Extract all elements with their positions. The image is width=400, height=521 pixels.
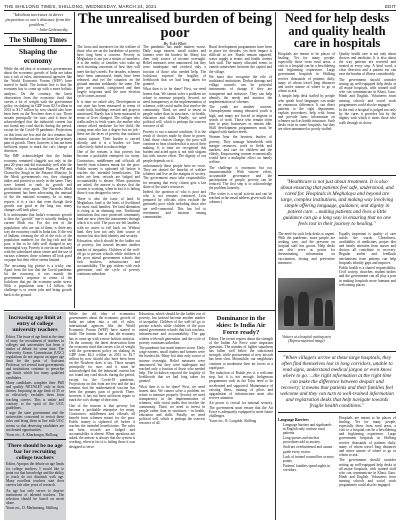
feature-paragraph: The youth are another concern. Unemployment among educated youth is high, and many are forced to migrate in search of work. Those who remain often turn to petty businesses or remain idle. Skill development programmes must be aligned with market needs. [209, 105, 272, 134]
health-paragraph: The need for such help desks is urgent. With the pandemic, more people are seeking care, and the pressure on hospital staff has grown. Help desks can also serve as points for disseminating information on vaccination, testing and preventive measures. [278, 232, 335, 265]
health-header [278, 12, 396, 52]
feature-paragraph: The focus and incentives for the welfare of those who are on the borderline of poverty have long been a concern. Poverty in Meghalaya is not just a matter of numbers; it is the reality of families who wake up each morning uncertain of how they will meet the day's needs. For decades, schemes have been announced, funds have been released, and yet the situation on the ground remains stubbornly the same. The poor are counted, categorised and then largely forgotten until the next election cycle comes around. [77, 45, 140, 99]
health-column-3 [278, 232, 335, 276]
list-item: • Lack of trained counsellors at entry points. [283, 455, 335, 463]
health-column-6 [339, 416, 396, 520]
health-column-5 [278, 416, 335, 520]
health-title: Need for help desks and quality health care in hospitals [284, 12, 390, 50]
letter-signoff: Yours etc., R. Lyngdoh, Shillong [209, 419, 257, 424]
column-divider [74, 12, 75, 308]
subhead-language-barriers: Language Barriers [278, 418, 309, 422]
running-head [4, 2, 396, 11]
running-head-right: EDIT [384, 3, 396, 9]
feature-title: The unrealised burden of being poor [78, 12, 272, 41]
person-figure [325, 300, 333, 326]
letter-title-3: There should be no age bar for recruiting college teachers [7, 442, 63, 462]
health-paragraph: The government should consider setting up well-equipped help desks at all major hospitals, with trained staff who can communicate in Khasi, Garo, Hindi and English. Volunteers from nursing schools and social work programmes could also be engaged. [339, 458, 396, 487]
health-paragraph: Quality health care is not only about doctors and medicine. It is also about the way patients are received and treated at every step. A kind word, a clear direction and a patient ear can ease the burden of illness considerably. [339, 52, 396, 77]
health-paragraph: A simple help desk staffed by people who speak local languages can make an enormous difference. It can direct patients to the right department, explain procedures, help with forms and provide basic information on schemes such as health insurance. Such desks exist in some hospitals, but they are often unmanned or poorly staffed. [278, 94, 335, 132]
editorial-paragraph: While the old idea of economics governments about the economic growth of India are taken into a raft of rules, international agencies like the World Economic Forum (WEF) have started to build. The bottom line is that the economy has to come up with a more holistic analysis. On the contrary, the latest observation from the economic fund that carries a lot of weight with the government policy on shaking its GDP from $2.3 trillion in 2013 to $1.7 trillion by now should also have been been on the Nowhere does it say. Those sustain principally for sure, and it must be acknowledged that the industrial current has not found any road shocks during the period, except for the Covid-19 pandemic. Projections on this front are few and the fact remains that the mathematical vaccine has been the primary pain of growth. There, however, it has not been sufficient inputs to mark the cat's change of direction. [4, 67, 72, 153]
feature-paragraph: The pandemic has made matters worse. Daily wage earners, small traders and farmers were the hardest hit. Many lost their only source of income overnight. Relief measures were announced, but they were inadequate and reached only a fraction of those who needed help. The lockdown exposed the fragility of livelihoods that we had long taken for granted. [143, 45, 206, 86]
editorial-paragraph: The IMF acknowledged that the Indian economy remained sluggish not only in the past 20 years and did reasonably well after the 1990s, while it formulated Plans as PM and Chancellor Singh in the Finance Ministry. In the Modi government's era, they changed tables and pivoted so nicely in the same. They were formed to rank its growth and productivity once again. The Narendra Modi government has been advocating the unusual of the the national economy. In so many reports, it is a fact that even though their growth was good in the long run, many changes still took place. [4, 154, 72, 212]
letter-body-3 [4, 462, 66, 510]
editorial-column [4, 12, 72, 308]
letter-paragraph: Many candidates complete their PhD and qualify NET/SLET only in their thirties. Imposing an age limit of 35 or so effectively excludes them from teaching careers. This is unfair and contrary to the spirit of the UGC guidelines. [6, 381, 64, 410]
quote-author: - John Galsworthy [36, 27, 68, 32]
letter-paragraph: One of the reasons is that poverty has become a profitable enterprise for many. Contractors, middlemen and officials all benefit from schemes meant for the poor. Public money is siphoned off before it reaches the intended beneficiaries. The rules are bent, records are fudged and accountability is absent. When questions are asked, the answer is always that the system is working, when in fact it is failing those it was designed to serve. [69, 403, 135, 449]
letter-paragraph: Editor, The issue of age limit at the time of entry for recruitment of teachers in colleges and universities has been a matter of debate for some time. The University Grants Commission (UGC) regulations do not impose an upper age limit for the posts of Assistant Professor, yet several state governments and institutions continue to prescribe age limits which bar many qualified candidates. [6, 334, 64, 380]
letter-paragraph: I urge the state government and the universities concerned to revisit these rules and bring them in line with UGC norms so that deserving candidates are not denied opportunities. [6, 411, 64, 432]
section-divider [4, 310, 275, 311]
running-head-left: THE SHILLONG TIMES, SHILLONG, WEDNESDAY, MARCH 24, 2021 [4, 3, 157, 9]
feature-byline: By Toki Blah [163, 41, 187, 46]
letter-paragraph: What then is to be done? First, we need honest data. We cannot solve a problem we refuse to measure properly. Second, we need transparency in the implementation of schemes, with social audits that involve the community. Third, we need to invest in people rather than in structures - in health, education and skills. Finally, we need political will, which is perhaps the scarcest resource of all. [139, 384, 205, 426]
paper-name: The Shillong Times [9, 36, 67, 44]
health-paragraph: Public health is a shared responsibility. Civil society, churches, student bodies and the government can all play a part in making hospitals more humane and welcoming places. [339, 266, 396, 287]
feature-paragraph: (The writer is a social activist and can be reached at the email address given with this column.) [209, 191, 272, 204]
person-figure [314, 298, 323, 326]
feature-header [77, 12, 273, 46]
health-paragraph: Hospitals are meant to be places of healing. Yet for many people, especially those from rural areas, a visit to a hospital can be a bewildering and frightening experience. Large government hospitals in Shillong receive thousands of patients daily, many of whom travel long distances and arrive unsure of where to go or whom to ask. [339, 416, 396, 457]
bottom-column-2 [139, 312, 205, 520]
feature-paragraph: It is time we asked why. Development in our state has been measured in terms of roads built, buildings erected and projects sanctioned. Rarely has it been measured in terms of lives changed. The villager who walks miles to fetch water, the mother who cannot afford medicine for her child, the young man who has a degree but no job - these are the faces of poverty that statistics cannot capture. Their burden is carried silently, and it is a burden we have collectively failed to acknowledge. [77, 99, 140, 149]
letter-signoff: Yours etc., D. Marbaniang, Shillong [6, 506, 58, 511]
feature-paragraph: Rural development programmes have been in place for decades, yet their impact is difficult to see. Roads remain unpaved, water supply is erratic and health centres lack staff. The money allocated seems to vanish somewhere between the capital and the village. [209, 45, 272, 74]
feature-paragraph: unfortunately these people have no voice. They are denied the benefits of welfare schemes and live on the margins of society. The government must take responsibility for ensuring that every citizen gets a fair share of the state's resources. [143, 164, 206, 189]
feature-paragraph: One of the reasons is that poverty has become a profitable enterprise for many. Contractors, middlemen and officials all benefit from schemes meant for the poor. Public money is siphoned off before it reaches the intended beneficiaries. The rules are bent, records are fudged and accountability is absent. When questions are asked, the answer is always that the system is working, when in fact it is failing those it was designed to serve. [77, 150, 140, 196]
letters-sidebar [4, 312, 66, 520]
divider [4, 45, 72, 46]
feature-paragraph: We must also recognise the role of traditional institutions. Dorbar shnongs and village councils can be powerful instruments of change if they are transparent and inclusive. They can help identify the needy and monitor the implementation of schemes. [209, 75, 272, 104]
pull-quote: "Healthcare is not just about treatment. It is also about ensuring that patients feel safe, understood, and cared for. Hospitals in Meghalaya and beyond are large, complex institutions, and making way involving simple offering language, guidance, and dignity in patient care. ...making patients and lives a little guidance can go a long way in ensuring that no one feels lost in their journey to healing." [278, 175, 396, 230]
health-column-4 [339, 232, 396, 347]
letter-paragraph: The induction of Rafale jets is a welcome step, but it is not enough. Indigenous programmes such as the Tejas need to be accelerated and supported. Maintenance of existing fleets, training of pilots and upgradation of infrastructure must also receive attention. [209, 371, 273, 400]
letter-title-1: Increasing age limit at entry of college university teachers [8, 315, 62, 334]
letter-paragraph: The pandemic has made matters worse. Daily wage earners, small traders and farmers were the hardest hit. Many lost their only source of income overnight. Relief measures were announced, but they were inadequate and reached only a fraction of those who needed help. The lockdown exposed the fragility of livelihoods that we had long taken for granted. [139, 346, 205, 383]
barrier-list [278, 423, 335, 472]
health-paragraph: Hospitals are meant to be places of healing. Yet for many people, especially those from rural areas, a visit to a hospital can be a bewildering and frightening experience. Large government hospitals in Shillong receive thousands of patients daily, many of whom travel long distances and arrive unsure of where to go or whom to ask. [278, 52, 335, 93]
person-figure [298, 292, 309, 326]
letter-paragraph: Editor, The recent reports about the strength of the Indian Air Force raise important questions. The number of fighter squadrons has fallen well below the sanctioned strength, while procurement of new aircraft has been slow. Meanwhile, our neighbours continue to modernise their air forces at a rapid pace. [209, 337, 273, 370]
feature-paragraph: Poverty is not a natural condition. It is the result of choices made by those in power. Until those choices change, the poor will continue to bear a burden that is not of their making. It is time we recognised this burden and acted upon it, not with slogans but with sincere effort. The dignity of our people depends on it. [143, 129, 206, 163]
feature-column-3 [209, 45, 272, 308]
health-paragraph: In the end, a hospital is judged not only by the cures it provides but by the dignity with which it treats those who walk through its doors. [339, 108, 396, 125]
feature-column-2 [143, 45, 206, 308]
health-column-2 [339, 52, 396, 172]
list-item: • Patients' families spend nights in corridors. [283, 464, 335, 472]
feature-paragraph: The challenge is enormous but not insurmountable. With sincere effort, accountable governance and the participation of people, poverty can be reduced. The first step is to acknowledge the problem honestly. [209, 165, 272, 191]
bottom-column-1 [69, 312, 135, 520]
feature-column-1 [77, 45, 140, 308]
feature-paragraph: Indeed, the question of who is poor and who is not remains contested. Lists prepared by officials often exclude the genuinely poor while including those who are well-connected. This has led to resentment and mistrust among communities. [143, 190, 206, 219]
feature-paragraph: What then is to be done? First, we need honest data. We cannot solve a problem we refuse to measure properly. Second, we need transparency in the implementation of schemes, with social audits that involve the community. Third, we need to invest in people rather than in structures - in health, education and skills. Finally, we need political will, which is perhaps the scarcest resource of all. [143, 87, 206, 129]
health-pull-quote-2 [278, 348, 396, 414]
letter-body-1 [4, 335, 66, 438]
photo-caption: Visitors at a hospital waiting area (Representational image) [282, 334, 331, 343]
hospital-photo [278, 278, 335, 330]
list-item: • Long queues and unclear procedures add to anxiety. [283, 436, 335, 444]
health-paragraph: The government should consider setting up well-equipped help desks at all major hospitals, with trained staff who can communicate in Khasi, Garo, Hindi and English. Volunteers from nursing schools and social work programmes could also be engaged. [339, 78, 396, 107]
divider [4, 439, 66, 440]
letter-paragraph: Education, which should be the ladder out of poverty, has instead become another marker of inequality. Children of the well-off go to private schools while children of the poor attend government schools that lack teachers, infrastructure and accountability. The gap widens with each generation, and the cycle of poverty continues unbroken. [139, 312, 205, 345]
editorial-title: Shaping the economy [18, 47, 58, 65]
list-item: • Staff are overburdened and cannot guide every visitor. [283, 445, 335, 453]
health-column-1 [278, 52, 335, 172]
feature-paragraph: Education, which should be the ladder out of poverty, has instead become another marker of inequality. Children of the well-off go to private schools while children of the poor attend government schools that lack teachers, infrastructure and accountability. The gap widens with each generation, and the cycle of poverty continues unbroken. [77, 239, 140, 277]
letter-paragraph: Editor, Apropos the debate on age limits for college teachers, I would like to point out that knowledge and the ability to teach do not diminish with age. Many excellent teachers start their careers late after years of research. [6, 462, 64, 487]
health-pull-quote [278, 172, 396, 230]
feature-paragraph: Women bear the heaviest burden of poverty. They manage households with meagre resources, work in fields and markets, and care for children and the elderly. Empowering women economically would have a multiplier effect on family welfare. [209, 135, 272, 165]
feature-paragraph: There is also the issue of land. In Meghalaya, land is the basis of livelihood for most rural families. Yet land alienation is rising at an alarming rate. Traditional institutions that once protected community land are now often the instruments through which it is sold. The poor are left landless, with no assets to fall back on. Without land, they lose not only their source of income but also their identity and security. [77, 196, 140, 238]
health-paragraph: Equally important is quality of care inside the wards. Cleanliness, availability of medicines, proper diet and timely attention from nurses and doctors all contribute to recovery. Regular audits and feedback mechanisms from patients can help hospitals identify gaps and improve. [339, 232, 396, 265]
list-item: • Language barriers and signboards in English only confuse rural patients. [283, 423, 335, 435]
pull-quote-2: "When villagers arrive at these large hospitals, they often find themselves lost in long corridors, unable to read signs, understand medical jargon or even know where to go. ...the right information at the right time can make the difference between despair and recovery; it means that patients and their families feel welcome and they can turn to well-trained information and registration desks that help navigate towards fragile health conditions." [278, 351, 396, 413]
editorial-paragraph: It is unfortunate that India's economic growth is then the "growth" one is actually finding in current Modi era. For the rest of the population, who are out of them, is there any way the economy could in India fast. If the rest of Indians, forming the all of the rich, or the population numbers for the big rich and the poor, it has to be fully well changed in any meaningful way. Poverty is one factor included with the subsidized ration centre and the use of various schemes; those schemes all look good on paper but their effect seems limited. [4, 213, 72, 263]
editorial-quote: "Idealism increases in direct proportion to one's distance from the problem." [5, 12, 71, 27]
divider [4, 33, 72, 34]
letter-title-2: Dominance in the skies: Is India Air Force ready? [216, 315, 266, 336]
person-figure [284, 296, 294, 326]
letter-paragraph: Air power is crucial for national security. The government must ensure that the Air Force is adequately equipped to meet future challenges. [209, 401, 273, 418]
letter-signoff: Yours etc., A. Kharkongor, Shillong [6, 433, 58, 438]
photo-caption-box [278, 331, 335, 345]
editorial-paragraph: The oncoming big picture is a tricky one. Apart from the fact that the Covid pandemic hit the economy, it was mainly the government's response in terms of the lockdown that put the economy under stress. With a population near 1.4 billion, the challenge is to create jobs and bring growth back to the ground. [4, 263, 72, 297]
letter-2-column [209, 312, 273, 520]
column-divider [275, 12, 276, 520]
letter-paragraph: While the old idea of economics governments about the economic growth of India are taken into a raft of rules, international agencies like the World Economic Forum (WEF) have started to build. The bottom line is that the economy has to come up with a more holistic analysis. On the contrary, the latest observation from the economic fund that carries a lot of weight with the government policy on shaking its GDP from $2.3 trillion in 2013 to $1.7 trillion by now should also have been been on the Nowhere does it say. Those sustain principally for sure, and it must be acknowledged that the industrial current has not found any road shocks during the period, except for the Covid-19 pandemic. Projections on this front are few and the fact remains that the mathematical vaccine has been the primary pain of growth. There, however, it has not been sufficient inputs to mark the cat's change of direction. [69, 312, 135, 402]
letter-paragraph: An age bar only serves to deprive institutions of talented teachers. The selection should be based on merit alone. [6, 488, 64, 505]
